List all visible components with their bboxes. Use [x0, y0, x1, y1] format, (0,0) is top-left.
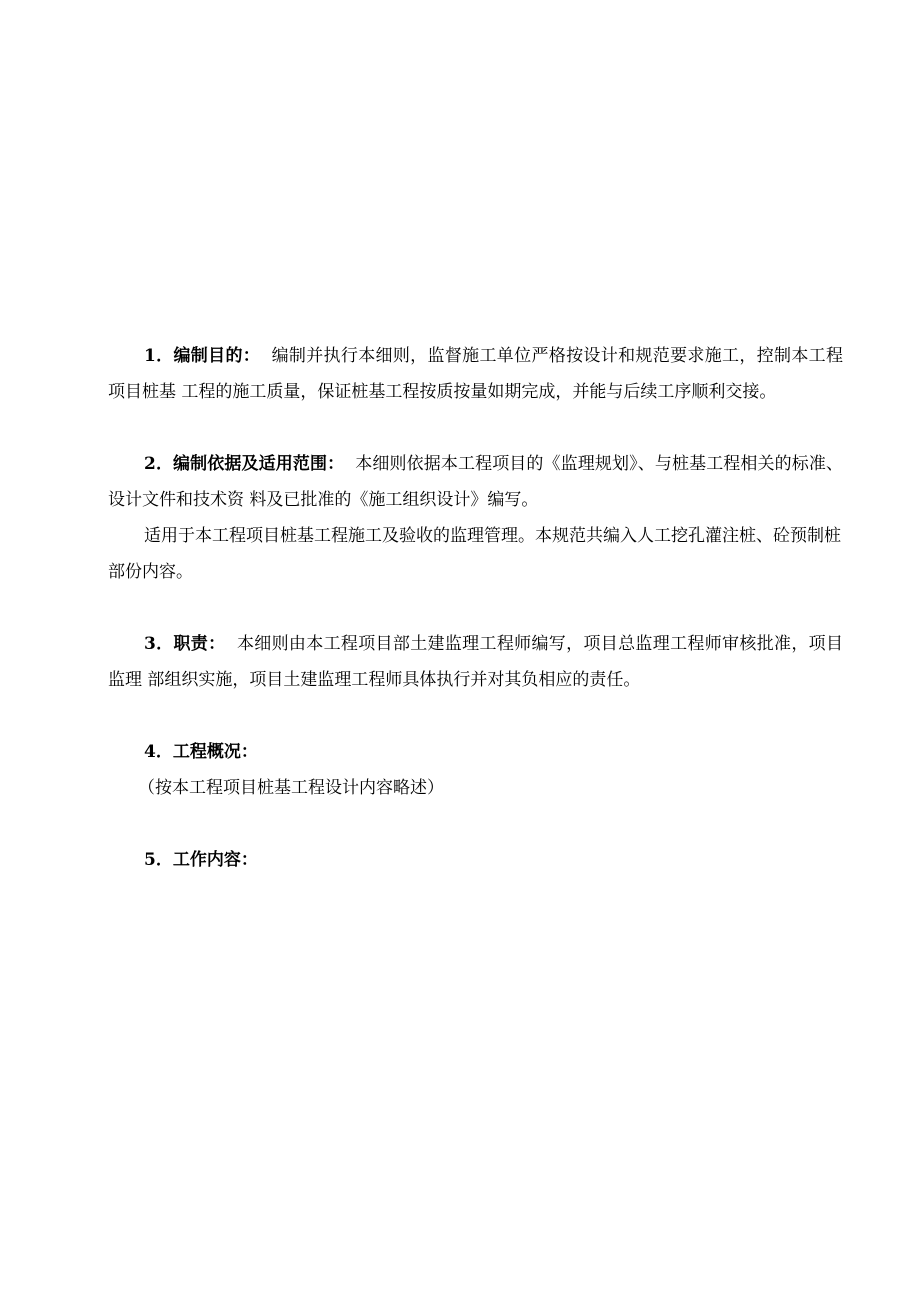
- scope-paragraph: 适用于本工程项目桩基工程施工及验收的监理管理。本规范共编入人工挖孔灌注桩、砼预制桩部份内容。: [108, 526, 841, 582]
- section-overview: [108, 734, 843, 806]
- work-content-heading: 5．工作内容：: [144, 850, 258, 870]
- basis-paragraph: [108, 446, 843, 518]
- responsibility-text: 本细则由本工程项目部土建监理工程师编写，项目总监理工程师审核批准，项目监理 部组织实施，项目土建监理工程师具体执行并对其负相应的责任。: [108, 634, 844, 690]
- purpose-paragraph: [108, 338, 843, 410]
- basis-heading: 2．编制依据及适用范围：: [144, 454, 345, 474]
- responsibility-heading: 3．职责：: [144, 634, 226, 654]
- document-body: [108, 338, 843, 914]
- overview-heading: 4．工程概况：: [144, 742, 258, 762]
- section-basis-scope: [108, 446, 843, 590]
- basis-text: 本细则依据本工程项目的《监理规划》、与桩基工程相关的标准、设计文件和技术资 料及已批准的《施工组织设计》编写。: [108, 454, 844, 510]
- section-work-content: [108, 842, 843, 878]
- purpose-text: 编制并执行本细则，监督施工单位严格按设计和规范要求施工，控制本工程项目桩基 工程的施工质量，保证桩基工程按质按量如期完成，并能与后续工序顺利交接。: [108, 346, 843, 402]
- section-responsibility: [108, 626, 843, 698]
- section-purpose: [108, 338, 843, 410]
- responsibility-paragraph: [108, 626, 843, 698]
- overview-note: （按本工程项目桩基工程设计内容略述）: [138, 778, 444, 798]
- purpose-heading: 1．编制目的：: [144, 346, 261, 366]
